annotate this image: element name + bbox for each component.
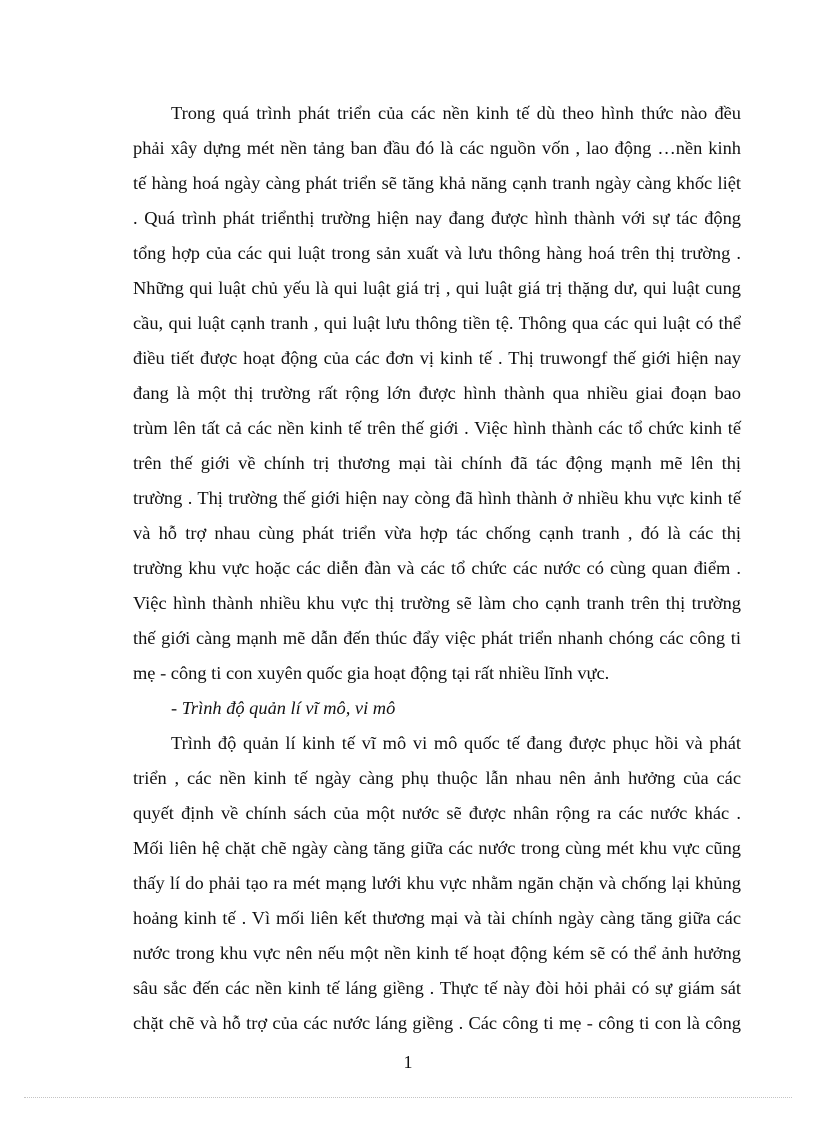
text-line: trên thế giới về chính trị thương mại tài chính đã tác động mạnh mẽ lên thị [133, 453, 741, 473]
section-heading: - Trình độ quản lí vĩ mô, vi mô [171, 698, 396, 718]
text-line: triển , các nền kinh tế ngày càng phụ thuộc lẫn nhau nên ảnh hưởng của các [133, 768, 741, 788]
text-line: Những qui luật chủ yếu là qui luật giá trị , qui luật giá trị thặng dư, qui luật cung [133, 278, 741, 298]
text-line: Mối liên hệ chặt chẽ ngày càng tăng giữa các nước trong cùng mét khu vực cũng [133, 838, 741, 858]
text-line: cầu, qui luật cạnh tranh , qui luật lưu thông tiền tệ. Thông qua các qui luật có thể [133, 313, 741, 333]
text-line: sâu sắc đến các nền kinh tế láng giềng . Thực tế này đòi hỏi phải có sự giám sát [133, 978, 741, 998]
page-number: 1 [403, 1052, 413, 1072]
page-bottom-divider [24, 1097, 792, 1098]
text-line: nước trong khu vực nên nếu một nền kinh tế hoạt động kém sẽ có thể ảnh hưởng [133, 943, 741, 963]
text-line: . Quá trình phát triểnthị trường hiện nay đang được hình thành với sự tác động [133, 208, 741, 228]
text-line: Việc hình thành nhiều khu vực thị trường sẽ làm cho cạnh tranh trên thị trường [133, 593, 741, 613]
text-line: điều tiết được hoạt động của các đơn vị kinh tế . Thị truwongf thế giới hiện nay [133, 348, 741, 368]
text-line: quyết định về chính sách của một nước sẽ được nhân rộng ra các nước khác . [133, 803, 741, 823]
text-line: Trình độ quản lí kinh tế vĩ mô vi mô quốc tế đang được phục hồi và phát [171, 733, 741, 753]
text-line: phải xây dựng mét nền tảng ban đầu đó là các nguồn vốn , lao động …nền kinh [133, 138, 741, 158]
text-line: và hỗ trợ nhau cùng phát triển vừa hợp tác chống cạnh tranh , đó là các thị [133, 523, 741, 543]
text-line: trường . Thị trường thế giới hiện nay còng đã hình thành ở nhiều khu vực kinh tế [133, 488, 741, 508]
text-line: thấy lí do phải tạo ra mét mạng lưới khu vực nhằm ngăn chặn và chống lại khủng [133, 873, 741, 893]
text-line: thế giới càng mạnh mẽ dẫn đến thúc đẩy việc phát triển nhanh chóng các công ti [133, 628, 741, 648]
text-line: hoảng kinh tế . Vì mối liên kết thương mại và tài chính ngày càng tăng giữa các [133, 908, 741, 928]
text-line: tổng hợp của các qui luật trong sản xuất và lưu thông hàng hoá trên thị trường . [133, 243, 741, 263]
text-line: chặt chẽ và hỗ trợ của các nước láng giềng . Các công ti mẹ - công ti con là công [133, 1013, 741, 1033]
text-line: mẹ - công ti con xuyên quốc gia hoạt động tại rất nhiều lĩnh vực. [133, 663, 610, 683]
text-line: trùm lên tất cả các nền kinh tế trên thế giới . Việc hình thành các tổ chức kinh tế [133, 418, 741, 438]
text-line: đang là một thị trường rất rộng lớn được hình thành qua nhiều giai đoạn bao [133, 383, 741, 403]
text-line: tế hàng hoá ngày càng phát triển sẽ tăng khả năng cạnh tranh ngày càng khốc liệt [133, 173, 741, 193]
text-line: trường khu vực hoặc các diễn đàn và các tổ chức các nước có cùng quan điểm . [133, 558, 741, 578]
text-line: Trong quá trình phát triển của các nền kinh tế dù theo hình thức nào đều [171, 103, 741, 123]
